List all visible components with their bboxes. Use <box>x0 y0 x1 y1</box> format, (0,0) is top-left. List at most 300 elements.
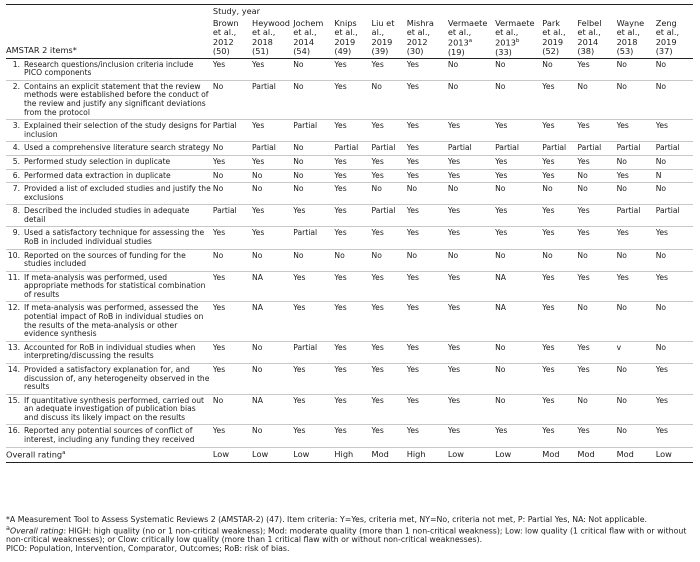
study-column-header <box>654 16 693 58</box>
rating-cell: No <box>446 183 493 205</box>
item-number: 15. <box>7 395 20 405</box>
item-number: 6. <box>12 170 20 180</box>
rating-cell: Yes <box>370 394 405 425</box>
study-name-line: et al., <box>212 27 237 38</box>
rating-cell: Yes <box>540 120 575 142</box>
rating-cell: Yes <box>575 120 614 142</box>
study-ref: (50) <box>212 45 230 56</box>
study-name-line: et al., <box>406 27 431 38</box>
item-text: Contains an explicit statement that the review methods were established before the conduct of the review and justify any significant deviations from the protocol <box>24 81 209 117</box>
rating-cell: No <box>654 183 693 205</box>
study-name-line: Park <box>542 18 560 29</box>
study-name-line: et al., <box>334 27 358 38</box>
rating-cell: No <box>493 183 540 205</box>
item-cell <box>6 142 211 156</box>
table-row <box>6 120 693 142</box>
rating-cell: Yes <box>211 363 250 394</box>
rating-cell: No <box>575 80 614 119</box>
rating-cell: No <box>615 183 654 205</box>
table-row <box>6 155 693 169</box>
footnote-italic: Overall rating <box>9 526 64 536</box>
rating-cell: No <box>615 58 654 80</box>
item-wrap <box>6 158 211 167</box>
rating-cell: No <box>615 80 654 119</box>
footnote-rating-text: : HIGH: high quality (no or 1 non-critical weakness); Mod: moderate quality (more than 1 non-critical weakness); Low: low quality (1 critical flaw with or without non-critical weaknesses); or Clow: critically low quality (more than 1 critical flaw with or without non-critical weaknesses). <box>6 526 687 545</box>
rating-cell: Partial <box>370 142 405 156</box>
item-wrap <box>6 427 211 444</box>
rating-cell: Yes <box>654 271 693 302</box>
item-cell <box>6 363 211 394</box>
study-name-line: et al., <box>655 27 680 38</box>
rating-cell: Yes <box>575 425 614 447</box>
item-cell <box>6 80 211 119</box>
study-name-line: et al., <box>495 27 519 38</box>
rating-cell: Partial <box>250 80 291 119</box>
overall-rating-cell: Mod <box>615 447 654 462</box>
item-cell <box>6 271 211 302</box>
overall-rating-cell: Low <box>211 447 250 462</box>
rating-cell: Partial <box>446 142 493 156</box>
rating-cell: Yes <box>654 363 693 394</box>
rating-cell: Yes <box>405 142 446 156</box>
rating-cell: No <box>211 249 250 271</box>
item-wrap <box>6 61 211 78</box>
rating-cell: No <box>446 80 493 119</box>
rating-cell: Yes <box>405 169 446 183</box>
item-text: Reported on the sources of funding for the studies included <box>24 250 186 269</box>
rating-cell: No <box>493 80 540 119</box>
rating-cell: Partial <box>291 120 332 142</box>
table-body <box>6 58 693 462</box>
item-number: 5. <box>12 156 20 166</box>
rating-cell: Yes <box>332 363 369 394</box>
study-name-line: Felbel <box>577 18 602 29</box>
rating-cell: Yes <box>291 205 332 227</box>
rating-cell: Yes <box>405 341 446 363</box>
rating-cell: Yes <box>332 155 369 169</box>
rating-cell: No <box>615 425 654 447</box>
rating-cell: No <box>540 249 575 271</box>
items-header-mark: * <box>72 45 77 56</box>
rating-cell: Yes <box>405 425 446 447</box>
rating-cell: No <box>291 80 332 119</box>
item-cell <box>6 394 211 425</box>
study-name-line: 2019 <box>371 36 393 47</box>
rating-cell: Yes <box>654 425 693 447</box>
rating-cell: Yes <box>332 271 369 302</box>
table-row <box>6 169 693 183</box>
rating-cell: Partial <box>291 227 332 249</box>
item-wrap <box>6 83 211 117</box>
rating-cell: Yes <box>370 302 405 341</box>
rating-cell: Yes <box>405 271 446 302</box>
footnote-overall-rating <box>6 525 696 545</box>
rating-cell: Yes <box>575 58 614 80</box>
study-name-line: 2019 <box>334 36 356 47</box>
rating-cell: Yes <box>615 227 654 249</box>
study-column-header <box>332 16 369 58</box>
study-column-header <box>493 16 540 58</box>
rating-cell: Yes <box>654 120 693 142</box>
study-column-header <box>211 16 250 58</box>
item-number: 9. <box>12 228 20 238</box>
study-name-line: Wayne <box>616 18 645 29</box>
rating-cell: Yes <box>493 155 540 169</box>
rating-cell: Yes <box>332 205 369 227</box>
rating-cell: No <box>291 155 332 169</box>
item-wrap <box>6 366 211 392</box>
study-ref: (51) <box>252 45 269 56</box>
rating-cell: Yes <box>575 227 614 249</box>
item-cell <box>6 249 211 271</box>
rating-cell: No <box>615 394 654 425</box>
rating-cell: Partial <box>615 142 654 156</box>
rating-cell: No <box>332 249 369 271</box>
study-sup: b <box>515 37 520 44</box>
rating-cell: No <box>291 183 332 205</box>
item-cell <box>6 155 211 169</box>
item-text: Reported any potential sources of conflict of interest, including any funding they received <box>24 426 195 444</box>
rating-cell: No <box>211 80 250 119</box>
rating-cell: Yes <box>211 425 250 447</box>
table-row <box>6 183 693 205</box>
rating-cell: Yes <box>211 302 250 341</box>
rating-cell: Yes <box>615 120 654 142</box>
rating-cell: No <box>575 183 614 205</box>
rating-cell: Yes <box>370 120 405 142</box>
rating-cell: NA <box>493 271 540 302</box>
overall-rating-row <box>6 447 693 462</box>
study-name-line: Mishra <box>406 18 434 29</box>
items-header-label: AMSTAR 2 items <box>6 45 73 56</box>
rating-cell: Partial <box>370 205 405 227</box>
rating-cell: Yes <box>540 271 575 302</box>
item-cell <box>6 58 211 80</box>
study-name-line: 2012 <box>212 36 234 47</box>
study-name-line: Knips <box>334 18 357 29</box>
rating-cell: Yes <box>575 363 614 394</box>
rating-cell: No <box>446 249 493 271</box>
item-wrap <box>6 229 211 246</box>
rating-cell: No <box>540 183 575 205</box>
item-wrap <box>6 172 211 181</box>
rating-cell: Yes <box>446 363 493 394</box>
overall-rating-cell: Low <box>250 447 291 462</box>
rating-cell: No <box>654 249 693 271</box>
rating-cell: Yes <box>332 341 369 363</box>
study-name-line: Liu et <box>371 18 395 29</box>
rating-cell: Yes <box>446 120 493 142</box>
rating-cell: Yes <box>332 302 369 341</box>
study-name-line: et al., <box>252 27 276 38</box>
rating-cell: Yes <box>540 205 575 227</box>
study-column-header <box>540 16 575 58</box>
rating-cell: Yes <box>211 341 250 363</box>
overall-rating-cell: Mod <box>370 447 405 462</box>
rating-cell: No <box>250 169 291 183</box>
overall-rating-label-cell <box>6 447 211 462</box>
rating-cell: No <box>575 169 614 183</box>
rating-cell: Yes <box>405 302 446 341</box>
table-row <box>6 302 693 341</box>
rating-cell: Yes <box>250 58 291 80</box>
rating-cell: No <box>291 142 332 156</box>
rating-cell: Yes <box>575 341 614 363</box>
item-cell <box>6 341 211 363</box>
overall-rating-sup: a <box>62 449 66 456</box>
rating-cell: Partial <box>291 341 332 363</box>
item-text: Described the included studies in adequate detail <box>24 206 190 224</box>
rating-cell: Yes <box>332 80 369 119</box>
rating-cell: Yes <box>211 227 250 249</box>
rating-cell: Yes <box>332 227 369 249</box>
rating-cell: No <box>575 249 614 271</box>
rating-cell: Yes <box>405 120 446 142</box>
study-name-line: 2012 <box>406 36 428 47</box>
rating-cell: No <box>250 249 291 271</box>
rating-cell: Yes <box>332 183 369 205</box>
item-number: 4. <box>12 143 20 153</box>
study-ref: (19) <box>447 46 465 57</box>
study-column-header <box>370 16 405 58</box>
study-column-header <box>291 16 332 58</box>
rating-cell: No <box>250 183 291 205</box>
rating-cell: No <box>615 249 654 271</box>
study-ref: (38) <box>577 45 595 56</box>
rating-cell: No <box>211 169 250 183</box>
rating-cell: Yes <box>211 155 250 169</box>
rating-cell: Yes <box>654 227 693 249</box>
rating-cell: Yes <box>540 169 575 183</box>
rating-cell: Yes <box>291 302 332 341</box>
item-number: 1. <box>12 59 20 69</box>
items-header <box>6 5 211 59</box>
rating-cell: Yes <box>540 155 575 169</box>
rating-cell: Yes <box>370 425 405 447</box>
overall-rating-cell: Mod <box>575 447 614 462</box>
table-row <box>6 142 693 156</box>
rating-cell: No <box>493 394 540 425</box>
rating-cell: No <box>370 183 405 205</box>
study-name-line: 2014 <box>577 36 599 47</box>
rating-cell: No <box>493 363 540 394</box>
overall-rating-label: Overall rating <box>6 449 63 460</box>
table-row <box>6 249 693 271</box>
rating-cell: Partial <box>332 142 369 156</box>
overall-rating-cell: High <box>405 447 446 462</box>
item-number: 8. <box>12 206 20 216</box>
item-wrap <box>6 207 211 224</box>
study-name-line: et al., <box>616 27 640 38</box>
item-number: 12. <box>7 303 20 313</box>
study-name-line: et al., <box>542 27 566 38</box>
item-text: Accounted for RoB in individual studies when interpreting/discussing the results <box>24 342 196 361</box>
study-name-line: Vermaete <box>447 18 488 29</box>
rating-cell: Yes <box>615 271 654 302</box>
rating-cell: No <box>493 249 540 271</box>
item-number: 14. <box>7 364 20 374</box>
item-cell <box>6 227 211 249</box>
item-text: Research questions/inclusion criteria include PICO components <box>24 59 194 78</box>
rating-cell: No <box>615 155 654 169</box>
study-name-line: al., <box>371 27 385 38</box>
rating-cell: No <box>370 249 405 271</box>
item-cell <box>6 169 211 183</box>
item-number: 3. <box>12 121 20 131</box>
item-number: 16. <box>7 426 20 436</box>
rating-cell: No <box>575 302 614 341</box>
study-name-line: 2019 <box>542 36 564 47</box>
rating-cell: Yes <box>250 227 291 249</box>
study-ref: (52) <box>542 45 560 56</box>
study-ref: (54) <box>293 45 311 56</box>
footnote-definitions: *A Measurement Tool to Assess Systematic Reviews 2 (AMSTAR-2) (47). Item criteria: Y=Yes, criteria met, NY=No, criteria not met, P: Partial Yes, NA: Not applicable. <box>6 515 647 524</box>
rating-cell: No <box>211 142 250 156</box>
overall-rating-cell: Mod <box>540 447 575 462</box>
study-name-line: Zeng <box>655 18 677 29</box>
rating-cell: Partial <box>654 205 693 227</box>
study-column-header <box>405 16 446 58</box>
rating-cell: Yes <box>575 155 614 169</box>
item-text: Used a satisfactory technique for assessing the RoB in included individual studies <box>24 228 205 246</box>
item-text: If meta-analysis was performed, assessed the potential impact of RoB in individual studies on the results of the meta-analysis or other evidence synthesis <box>24 303 204 339</box>
item-cell <box>6 205 211 227</box>
rating-cell: Yes <box>211 271 250 302</box>
rating-cell: Yes <box>446 341 493 363</box>
rating-cell: Yes <box>493 227 540 249</box>
item-wrap <box>6 252 211 269</box>
rating-cell: Yes <box>446 302 493 341</box>
rating-cell: Yes <box>332 425 369 447</box>
rating-cell: No <box>291 249 332 271</box>
rating-cell: Yes <box>405 80 446 119</box>
rating-cell: No <box>446 58 493 80</box>
item-text: Used a comprehensive literature search strategy <box>24 143 210 153</box>
rating-cell: No <box>540 58 575 80</box>
rating-cell: No <box>654 80 693 119</box>
rating-cell: Yes <box>291 425 332 447</box>
overall-rating-cell: Low <box>291 447 332 462</box>
overall-rating-cell: Low <box>446 447 493 462</box>
table-row <box>6 425 693 447</box>
rating-cell: Yes <box>250 120 291 142</box>
rating-cell: Yes <box>446 227 493 249</box>
rating-cell: Yes <box>370 341 405 363</box>
rating-cell: Yes <box>540 394 575 425</box>
rating-cell: No <box>615 363 654 394</box>
item-wrap <box>6 344 211 361</box>
rating-cell: Yes <box>446 155 493 169</box>
rating-cell: Yes <box>540 227 575 249</box>
rating-cell: No <box>654 341 693 363</box>
study-year-header: Study, year <box>212 6 261 16</box>
study-ref: (33) <box>495 46 512 57</box>
rating-cell: Yes <box>446 394 493 425</box>
rating-cell: No <box>250 341 291 363</box>
item-text: If meta-analysis was performed, used appropriate methods for statistical combination of results <box>24 272 206 299</box>
item-text: Performed data extraction in duplicate <box>24 170 171 180</box>
item-wrap <box>6 397 211 423</box>
overall-rating-cell: Low <box>493 447 540 462</box>
rating-cell: No <box>370 80 405 119</box>
item-wrap <box>6 304 211 338</box>
rating-cell: No <box>291 169 332 183</box>
rating-cell: Yes <box>575 271 614 302</box>
rating-cell: Yes <box>332 169 369 183</box>
rating-cell: Yes <box>332 394 369 425</box>
rating-cell: Yes <box>405 155 446 169</box>
rating-cell: Yes <box>250 205 291 227</box>
table-row <box>6 58 693 80</box>
rating-cell: NA <box>250 271 291 302</box>
study-name-line: 2014 <box>293 36 315 47</box>
study-name-line: et al., <box>447 27 472 38</box>
study-sup: a <box>468 37 473 44</box>
study-year: 2013 <box>447 37 469 48</box>
item-cell <box>6 302 211 341</box>
amstar-table <box>6 4 693 463</box>
table-row <box>6 363 693 394</box>
rating-cell: Yes <box>405 363 446 394</box>
rating-cell: No <box>654 155 693 169</box>
study-year: 2013 <box>495 37 516 48</box>
item-wrap <box>6 185 211 202</box>
rating-cell: No <box>615 302 654 341</box>
rating-cell: Yes <box>575 205 614 227</box>
rating-cell: Yes <box>493 169 540 183</box>
rating-cell: Yes <box>493 205 540 227</box>
rating-cell: Yes <box>332 58 369 80</box>
rating-cell: NA <box>493 302 540 341</box>
table-row <box>6 394 693 425</box>
rating-cell: Partial <box>211 120 250 142</box>
footnote <box>6 516 696 554</box>
rating-cell: No <box>493 58 540 80</box>
rating-cell: No <box>654 302 693 341</box>
rating-cell: v <box>615 341 654 363</box>
rating-cell: No <box>250 425 291 447</box>
rating-cell: Yes <box>211 58 250 80</box>
rating-cell: Yes <box>370 169 405 183</box>
overall-rating-cell: High <box>332 447 369 462</box>
study-column-header <box>446 16 493 58</box>
item-text: If quantitative synthesis performed, carried out an adequate investigation of publication bias and discuss its likely impact on the results <box>24 395 205 422</box>
item-number: 13. <box>7 342 20 352</box>
study-name-line: et al., <box>577 27 601 38</box>
rating-cell: Yes <box>446 169 493 183</box>
item-text: Performed study selection in duplicate <box>24 156 171 166</box>
rating-cell: Yes <box>370 155 405 169</box>
rating-cell: Yes <box>446 205 493 227</box>
item-text: Provided a list of excluded studies and justify the exclusions <box>24 184 211 202</box>
rating-cell: NA <box>250 394 291 425</box>
rating-cell: Yes <box>654 394 693 425</box>
rating-cell: Yes <box>540 363 575 394</box>
study-ref: (49) <box>334 45 352 56</box>
item-number: 7. <box>12 184 20 194</box>
rating-cell: Partial <box>575 142 614 156</box>
rating-cell: Yes <box>446 425 493 447</box>
rating-cell: Yes <box>405 58 446 80</box>
rating-cell: Yes <box>370 227 405 249</box>
study-name-line: Brown <box>212 18 239 29</box>
study-name-line: Vermaete <box>495 18 535 29</box>
rating-cell: Yes <box>615 169 654 183</box>
rating-cell: Partial <box>654 142 693 156</box>
study-name-line: Heywood <box>252 18 290 29</box>
rating-cell: Yes <box>493 120 540 142</box>
item-wrap <box>6 122 211 139</box>
